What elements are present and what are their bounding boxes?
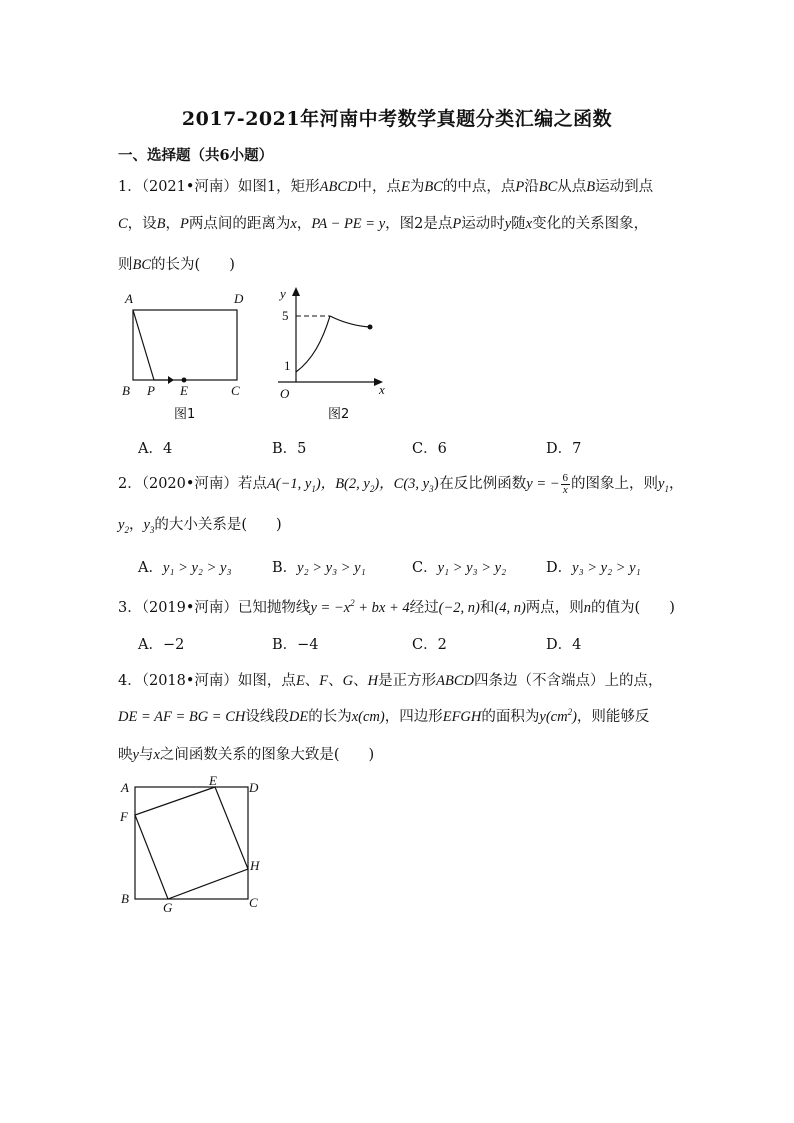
q1-text: ， xyxy=(165,216,181,232)
q1-text: 从点 xyxy=(557,179,587,195)
q4-line-1 xyxy=(118,669,662,690)
label-e: E xyxy=(180,383,188,398)
q2-math: y = − xyxy=(526,476,560,492)
q2-sub: 3 xyxy=(149,524,155,535)
q1-math: P xyxy=(452,216,462,232)
q3-text: 3．（2019•河南）已知抛物线 xyxy=(118,600,311,616)
q3-sup: 2 xyxy=(350,598,355,609)
q2-option-b[interactable] xyxy=(272,556,366,577)
label-b: B xyxy=(122,383,130,398)
q2-option-expr: y₁ > y₃ > y₂ xyxy=(437,560,507,576)
label-e: E xyxy=(209,773,217,788)
q3-math: (−2, n) xyxy=(438,600,480,616)
q2-option-d[interactable] xyxy=(546,556,641,577)
q3-text: 经过 xyxy=(409,600,439,616)
q1-text: ，图2是点 xyxy=(385,216,453,232)
q1-math: B xyxy=(156,216,166,232)
q1-math: BC xyxy=(132,257,152,273)
q1-figure-2 xyxy=(272,284,397,430)
q4-text: 设线段 xyxy=(245,709,289,725)
y-axis-arrow xyxy=(292,287,300,296)
q1-line-1 xyxy=(118,175,653,196)
q1-math: E xyxy=(401,179,410,195)
label-c: C xyxy=(231,383,240,398)
q1-math: P xyxy=(180,216,189,232)
fraction-6-over-x xyxy=(561,473,571,496)
q2-option-label: D． xyxy=(546,560,573,576)
q1-math: P xyxy=(515,179,525,195)
q3-line-1 xyxy=(118,596,675,617)
axis-label-x: x xyxy=(379,382,385,397)
q4-math: ) xyxy=(572,709,577,725)
q1-text: 则 xyxy=(118,257,133,273)
tick-label-1: 1 xyxy=(284,358,291,373)
q3-math: (4, n) xyxy=(494,600,526,616)
q1-math: ABCD xyxy=(319,179,358,195)
q4-text: 之间函数关系的图象大致是( ) xyxy=(159,747,375,763)
q1-text: 两点间的距离为 xyxy=(188,216,291,232)
q4-math: G xyxy=(342,673,354,689)
q4-text: 映 xyxy=(118,747,133,763)
q4-figure-square xyxy=(112,772,272,917)
q4-math: F xyxy=(319,673,329,689)
q2-sub: 2 xyxy=(124,524,129,535)
q2-line-1 xyxy=(118,472,683,496)
q4-text: 与 xyxy=(138,747,154,763)
q3-math: n xyxy=(583,600,592,616)
q4-math: x xyxy=(153,747,160,763)
q2-sub: 1 xyxy=(311,483,316,494)
figure-2-caption: 图2 xyxy=(328,407,350,422)
q2-math: C(3, y xyxy=(393,476,430,492)
q1-text: 的中点，点 xyxy=(442,179,516,195)
q4-text: 是正方形 xyxy=(378,673,437,689)
q2-text: )在反比例函数 xyxy=(433,476,527,492)
q1-math: C xyxy=(118,216,128,232)
q1-text: ，设 xyxy=(127,216,157,232)
q1-text: 沿 xyxy=(524,179,539,195)
label-b: B xyxy=(121,891,129,906)
q2-math: B(2, y xyxy=(335,476,370,492)
q2-math: )， xyxy=(315,476,336,492)
q1-text: 运动到点 xyxy=(595,179,654,195)
q4-sup: 2 xyxy=(567,707,573,718)
axis-label-y: y xyxy=(280,286,286,301)
q3-option-d[interactable]: D．4 xyxy=(546,637,582,653)
q1-figure-1 xyxy=(110,288,260,428)
label-a: A xyxy=(121,780,129,795)
q2-sub: 2 xyxy=(369,483,375,494)
q4-text: ，四边形 xyxy=(384,709,443,725)
tick-label-5: 5 xyxy=(282,308,289,323)
q1-math: B xyxy=(586,179,596,195)
q2-math: y xyxy=(118,517,125,533)
q2-option-label: A． xyxy=(138,560,163,576)
motion-arrow-head xyxy=(168,376,174,384)
q2-sub: 1 xyxy=(664,483,669,494)
q2-option-expr: y₁ > y₂ > y₃ xyxy=(162,560,232,576)
q4-math: H xyxy=(367,673,379,689)
q3-math: y = −x xyxy=(310,600,351,616)
q3-math: + bx + 4 xyxy=(354,600,410,616)
q4-text: 、 xyxy=(328,673,343,689)
origin-label: O xyxy=(280,386,290,401)
fraction-denominator: x xyxy=(562,483,568,496)
label-p: P xyxy=(147,383,155,398)
q4-text: 的面积为 xyxy=(481,709,540,725)
q4-math: y xyxy=(132,747,139,763)
curve-rising xyxy=(296,316,330,372)
square-abcd xyxy=(135,787,248,899)
q4-math: y(cm xyxy=(539,709,568,725)
q1-math: x xyxy=(290,216,297,232)
q3-text: 和 xyxy=(479,600,495,616)
q2-option-expr: y₃ > y₂ > y₁ xyxy=(572,560,641,576)
label-c: C xyxy=(249,895,258,910)
q4-text: 、 xyxy=(304,673,320,689)
fraction-numerator: 6 xyxy=(562,471,569,484)
q3-text: 两点，则 xyxy=(525,600,584,616)
q3-option-c[interactable]: C．2 xyxy=(412,637,447,653)
q2-text: 的图象上，则 xyxy=(571,476,659,492)
q4-math: EFGH xyxy=(442,709,482,725)
q1-text: 中，点 xyxy=(357,179,402,195)
q2-option-expr: y₂ > y₃ > y₁ xyxy=(297,560,366,576)
q4-text: 、 xyxy=(353,673,368,689)
q4-text: 4．（2018•河南）如图，点 xyxy=(118,673,296,689)
q1-math: x xyxy=(525,216,533,232)
q1-text: 为 xyxy=(409,179,425,195)
q2-text: 2．（2020•河南）若点 xyxy=(118,476,267,492)
q1-math: BC xyxy=(538,179,558,195)
q2-option-a[interactable] xyxy=(138,556,231,577)
q2-line-2 xyxy=(118,513,282,535)
curve-endpoint xyxy=(368,325,373,330)
q1-line-2 xyxy=(118,212,648,233)
quadrilateral-efgh xyxy=(135,787,248,899)
point-e-dot xyxy=(182,378,187,383)
q1-option-a[interactable]: A．4 xyxy=(138,441,173,457)
label-d: D xyxy=(234,291,244,306)
q2-option-c[interactable] xyxy=(412,556,506,577)
q3-option-b[interactable]: B．−4 xyxy=(272,637,319,653)
q1-text: 变化的关系图象， xyxy=(532,216,649,232)
q4-math: x(cm) xyxy=(351,709,385,725)
label-f: F xyxy=(120,809,128,824)
q3-text: 的值为( ) xyxy=(591,600,675,616)
q2-math: y xyxy=(658,476,665,492)
q4-text: ，则能够反 xyxy=(576,709,650,725)
section-heading: 一、选择题（共6小题） xyxy=(118,147,274,164)
q3-option-a[interactable]: A．−2 xyxy=(138,637,185,653)
q1-math: y xyxy=(504,216,512,232)
q4-math: E xyxy=(295,673,305,689)
q4-math: DE xyxy=(288,709,309,725)
q1-math: BC xyxy=(424,179,443,195)
q1-text: 随 xyxy=(511,216,526,232)
label-d: D xyxy=(249,780,259,795)
q2-math: )， xyxy=(374,476,394,492)
q1-line-3 xyxy=(118,253,235,274)
label-h: H xyxy=(250,858,260,873)
q2-math: A(−1, y xyxy=(266,476,312,492)
q4-math: ABCD xyxy=(436,673,474,689)
label-a: A xyxy=(125,291,133,306)
q1-text: 1．（2021•河南）如图1，矩形 xyxy=(118,179,320,195)
q2-option-label: C． xyxy=(412,560,438,576)
q1-text: ， xyxy=(296,216,312,232)
q1-text: 运动时 xyxy=(461,216,505,232)
rectangle-abcd xyxy=(133,310,237,380)
q4-text: 的长为 xyxy=(308,709,352,725)
q2-text: ， xyxy=(668,476,684,492)
q1-option-b[interactable]: B．5 xyxy=(272,441,307,457)
curve-falling xyxy=(330,316,370,327)
page-title: 2017-2021年河南中考数学真题分类汇编之函数 xyxy=(181,108,613,130)
q2-option-label: B． xyxy=(272,560,298,576)
label-g: G xyxy=(163,900,173,915)
q2-sub: 3 xyxy=(429,483,434,494)
q4-math: DE = AF = BG = CH xyxy=(118,709,246,725)
q1-option-c[interactable]: C．6 xyxy=(412,441,447,457)
q2-math: y xyxy=(143,517,150,533)
q1-text: 的长为( ) xyxy=(151,257,235,273)
figure-1-caption: 图1 xyxy=(174,407,196,422)
q2-text: 的大小关系是( ) xyxy=(154,517,282,533)
q4-line-2 xyxy=(118,705,649,726)
q2-text: ， xyxy=(128,517,144,533)
q1-option-d[interactable]: D．7 xyxy=(546,441,582,457)
segment-ap xyxy=(133,310,154,380)
q4-line-3 xyxy=(118,743,374,764)
q1-math: PA − PE = y xyxy=(311,216,386,232)
q4-text: 四条边（不含端点）上的点， xyxy=(473,673,663,689)
